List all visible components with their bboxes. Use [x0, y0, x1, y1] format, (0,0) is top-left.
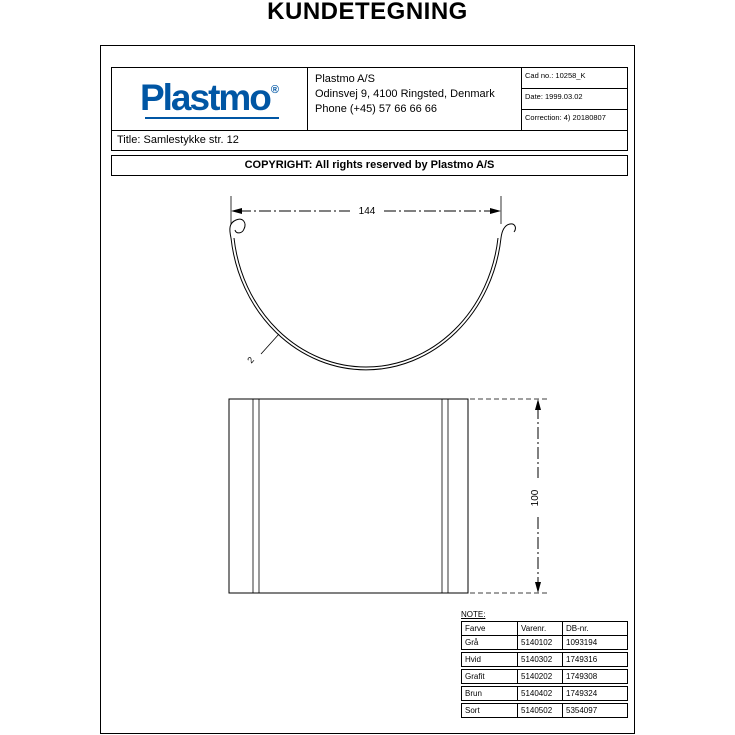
note-cell: Brun — [462, 687, 518, 700]
gutter-side-view — [229, 399, 468, 593]
cad-info — [522, 68, 627, 130]
right-bead-curl — [501, 224, 515, 238]
plastmo-logo — [140, 79, 279, 119]
cad-date: Date: 1999.03.02 — [522, 89, 627, 110]
drawing-frame — [100, 45, 635, 734]
header-main-row — [111, 67, 628, 131]
dimension-2-label: 2 — [245, 354, 257, 366]
company-address: Odinsvej 9, 4100 Ringsted, Denmark — [315, 88, 495, 100]
table-row — [461, 652, 628, 667]
note-cell: Hvid — [462, 653, 518, 666]
note-col-header: Varenr. — [518, 622, 563, 635]
note-cell: 1093194 — [566, 638, 598, 647]
registered-trademark-icon: ® — [270, 84, 280, 96]
left-bead-curl — [230, 219, 245, 238]
dimension-144-label: 144 — [358, 206, 376, 217]
logo-text: Plastmo — [139, 77, 270, 118]
table-row — [461, 635, 628, 650]
note-cell: Sort — [462, 704, 518, 717]
note-col-header: Farve — [462, 622, 518, 635]
title-block — [111, 67, 628, 176]
note-cell: 1749308 — [566, 672, 598, 681]
company-phone: Phone (+45) 57 66 66 66 — [315, 103, 438, 115]
table-row — [461, 686, 628, 701]
company-name: Plastmo A/S — [315, 73, 375, 85]
note-cell: Grå — [462, 636, 518, 649]
note-cell: 5140102 — [518, 636, 563, 649]
note-cell: 1749324 — [566, 689, 598, 698]
gutter-cross-section — [230, 219, 516, 370]
copyright-notice: COPYRIGHT: All rights reserved by Plastmo A/S — [111, 155, 628, 176]
company-info — [307, 68, 522, 130]
note-header-row — [461, 621, 628, 636]
cad-number: Cad no.: 10258_K — [522, 68, 627, 89]
note-cell: 5140202 — [518, 670, 563, 683]
dimension-2 — [245, 334, 279, 365]
note-table — [461, 610, 628, 718]
note-col-header: DB-nr. — [566, 624, 589, 633]
cad-correction: Correction: 4) 20180807 — [525, 113, 606, 122]
note-cell: 5140402 — [518, 687, 563, 700]
dimension-100-label: 100 — [530, 489, 541, 507]
note-label: NOTE: — [461, 610, 486, 619]
note-cell: Grafit — [462, 670, 518, 683]
note-cell: 5140502 — [518, 704, 563, 717]
table-row — [461, 669, 628, 684]
note-cell: 5140302 — [518, 653, 563, 666]
table-row — [461, 703, 628, 718]
logo-cell — [112, 68, 307, 130]
note-cell: 1749316 — [566, 655, 598, 664]
page-title: KUNDETEGNING — [267, 0, 468, 25]
note-cell: 5354097 — [566, 706, 598, 715]
drawing-title: Title: Samlestykke str. 12 — [111, 130, 628, 151]
